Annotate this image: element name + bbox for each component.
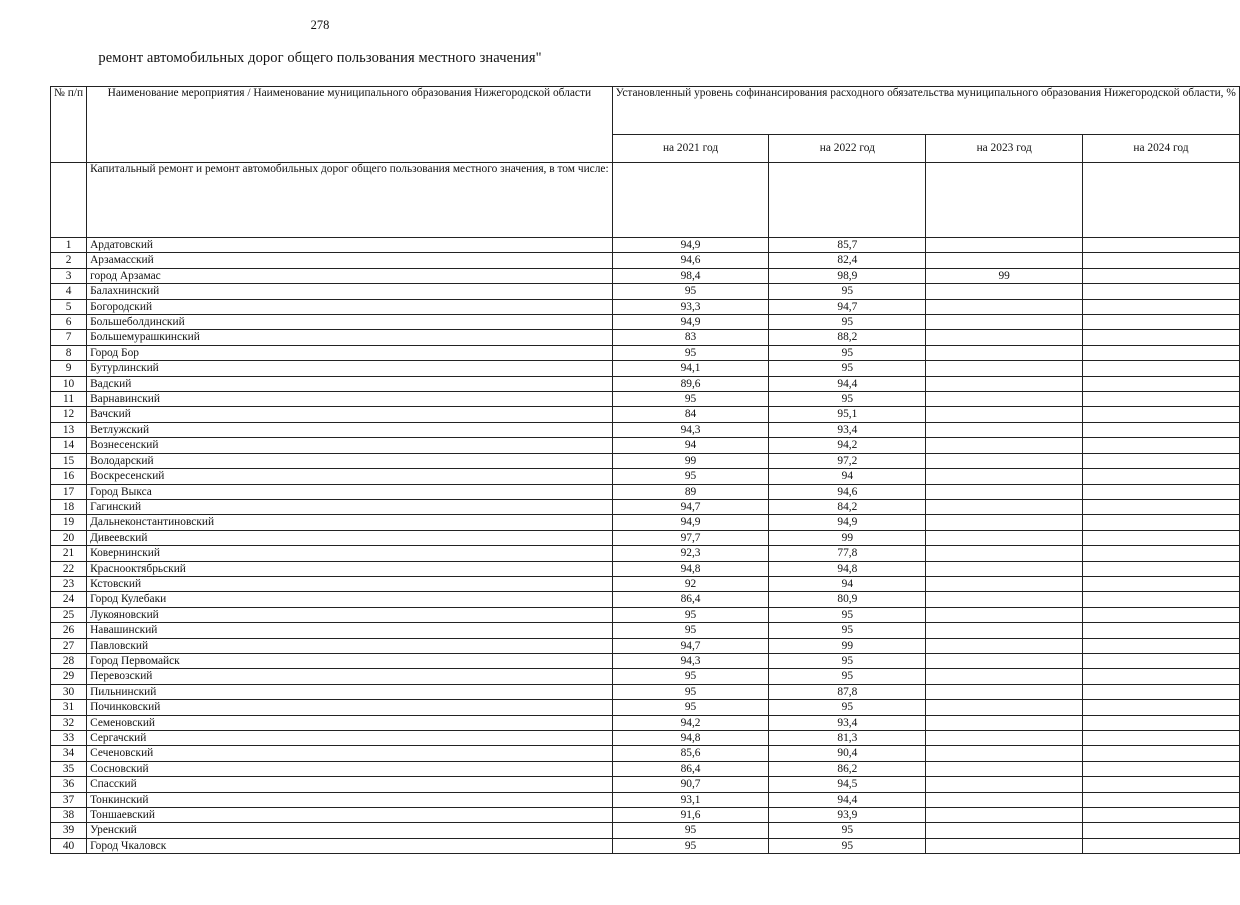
table-row — [51, 499, 1240, 514]
row-value-2023 — [926, 253, 1083, 268]
row-municipality: Город Кулебаки — [87, 592, 613, 607]
row-value-2024 — [1083, 530, 1240, 545]
intro-2021 — [612, 163, 769, 238]
row-value-2024 — [1083, 438, 1240, 453]
row-value-2021: 95 — [612, 669, 769, 684]
row-municipality: Дивеевский — [87, 530, 613, 545]
table-row — [51, 576, 1240, 591]
row-number: 30 — [51, 684, 87, 699]
row-municipality: Город Выкса — [87, 484, 613, 499]
row-value-2023 — [926, 684, 1083, 699]
row-value-2023 — [926, 530, 1083, 545]
row-value-2023 — [926, 392, 1083, 407]
row-value-2022: 94 — [769, 576, 926, 591]
row-number: 35 — [51, 761, 87, 776]
row-value-2021: 94,7 — [612, 638, 769, 653]
row-value-2021: 84 — [612, 407, 769, 422]
row-value-2023: 99 — [926, 268, 1083, 283]
row-value-2023 — [926, 453, 1083, 468]
row-value-2022: 88,2 — [769, 330, 926, 345]
cofinancing-table — [50, 86, 1240, 854]
row-value-2021: 92,3 — [612, 546, 769, 561]
table-row — [51, 469, 1240, 484]
row-value-2024 — [1083, 299, 1240, 314]
row-value-2024 — [1083, 330, 1240, 345]
row-value-2021: 85,6 — [612, 746, 769, 761]
table-row — [51, 515, 1240, 530]
row-number: 6 — [51, 315, 87, 330]
intro-text: Капитальный ремонт и ремонт автомобильных дорог общего пользования местного значения, в том числе: — [87, 163, 613, 238]
row-value-2022: 95 — [769, 361, 926, 376]
row-value-2021: 91,6 — [612, 808, 769, 823]
row-municipality: Вадский — [87, 376, 613, 391]
row-municipality: Кстовский — [87, 576, 613, 591]
table-row — [51, 407, 1240, 422]
row-value-2021: 94,7 — [612, 499, 769, 514]
row-municipality: Тоншаевский — [87, 808, 613, 823]
row-value-2021: 93,3 — [612, 299, 769, 314]
row-value-2022: 94,5 — [769, 777, 926, 792]
row-value-2021: 94,1 — [612, 361, 769, 376]
row-number: 28 — [51, 653, 87, 668]
row-number: 26 — [51, 623, 87, 638]
row-value-2022: 85,7 — [769, 238, 926, 253]
header-year-2022: на 2022 год — [769, 135, 926, 163]
row-value-2021: 94,3 — [612, 422, 769, 437]
row-value-2024 — [1083, 422, 1240, 437]
row-value-2024 — [1083, 623, 1240, 638]
row-value-2022: 95 — [769, 345, 926, 360]
row-municipality: Вачский — [87, 407, 613, 422]
row-value-2024 — [1083, 546, 1240, 561]
row-number: 23 — [51, 576, 87, 591]
row-value-2023 — [926, 838, 1083, 853]
row-value-2022: 84,2 — [769, 499, 926, 514]
row-number: 36 — [51, 777, 87, 792]
row-number: 16 — [51, 469, 87, 484]
row-value-2024 — [1083, 453, 1240, 468]
row-number: 31 — [51, 700, 87, 715]
row-municipality: город Арзамас — [87, 268, 613, 283]
table-row — [51, 700, 1240, 715]
row-value-2021: 99 — [612, 453, 769, 468]
row-number: 14 — [51, 438, 87, 453]
row-value-2023 — [926, 761, 1083, 776]
row-municipality: Тонкинский — [87, 792, 613, 807]
row-number: 7 — [51, 330, 87, 345]
row-value-2022: 87,8 — [769, 684, 926, 699]
row-value-2021: 95 — [612, 684, 769, 699]
row-value-2022: 93,9 — [769, 808, 926, 823]
row-value-2022: 95,1 — [769, 407, 926, 422]
row-value-2023 — [926, 592, 1083, 607]
row-municipality: Пильнинский — [87, 684, 613, 699]
table-row — [51, 530, 1240, 545]
row-municipality: Дальнеконстантиновский — [87, 515, 613, 530]
row-number: 39 — [51, 823, 87, 838]
row-value-2021: 95 — [612, 284, 769, 299]
row-municipality: Вознесенский — [87, 438, 613, 453]
row-value-2021: 95 — [612, 623, 769, 638]
row-number: 1 — [51, 238, 87, 253]
row-municipality: Сергачский — [87, 731, 613, 746]
row-value-2024 — [1083, 469, 1240, 484]
row-number: 27 — [51, 638, 87, 653]
row-value-2022: 94,2 — [769, 438, 926, 453]
row-value-2021: 94,6 — [612, 253, 769, 268]
row-value-2022: 99 — [769, 638, 926, 653]
header-year-2023: на 2023 год — [926, 135, 1083, 163]
row-value-2022: 86,2 — [769, 761, 926, 776]
row-municipality: Володарский — [87, 453, 613, 468]
table-row — [51, 546, 1240, 561]
table-row — [51, 361, 1240, 376]
row-value-2021: 83 — [612, 330, 769, 345]
row-municipality: Ардатовский — [87, 238, 613, 253]
header-name: Наименование мероприятия / Наименование муниципального образования Нижегородской области — [87, 87, 613, 163]
header-cofinancing-level: Установленный уровень софинансирования расходного обязательства муниципального образования Нижегородской области, % — [612, 87, 1239, 135]
row-municipality: Лукояновский — [87, 607, 613, 622]
row-value-2024 — [1083, 238, 1240, 253]
row-value-2023 — [926, 746, 1083, 761]
row-value-2022: 99 — [769, 530, 926, 545]
row-value-2023 — [926, 469, 1083, 484]
table-row — [51, 792, 1240, 807]
row-value-2024 — [1083, 361, 1240, 376]
table-row — [51, 669, 1240, 684]
row-value-2022: 77,8 — [769, 546, 926, 561]
row-number: 12 — [51, 407, 87, 422]
row-number: 34 — [51, 746, 87, 761]
row-value-2023 — [926, 438, 1083, 453]
row-municipality: Краснооктябрьский — [87, 561, 613, 576]
row-value-2023 — [926, 653, 1083, 668]
row-number: 2 — [51, 253, 87, 268]
intro-row — [51, 163, 1240, 238]
row-value-2022: 94,4 — [769, 792, 926, 807]
row-municipality: Варнавинский — [87, 392, 613, 407]
row-value-2022: 94,6 — [769, 484, 926, 499]
row-value-2023 — [926, 407, 1083, 422]
row-value-2023 — [926, 299, 1083, 314]
table-row — [51, 484, 1240, 499]
row-municipality: Ветлужский — [87, 422, 613, 437]
row-municipality: Город Первомайск — [87, 653, 613, 668]
row-value-2021: 89,6 — [612, 376, 769, 391]
row-municipality: Починковский — [87, 700, 613, 715]
table-row — [51, 453, 1240, 468]
row-value-2024 — [1083, 315, 1240, 330]
row-number: 18 — [51, 499, 87, 514]
page-number: 278 — [310, 18, 330, 32]
row-value-2023 — [926, 777, 1083, 792]
row-municipality: Ковернинский — [87, 546, 613, 561]
row-value-2024 — [1083, 484, 1240, 499]
row-municipality: Гагинский — [87, 499, 613, 514]
row-number: 38 — [51, 808, 87, 823]
row-value-2023 — [926, 561, 1083, 576]
row-value-2024 — [1083, 268, 1240, 283]
row-municipality: Перевозский — [87, 669, 613, 684]
row-number: 4 — [51, 284, 87, 299]
row-value-2023 — [926, 546, 1083, 561]
row-value-2024 — [1083, 792, 1240, 807]
row-value-2023 — [926, 515, 1083, 530]
row-value-2022: 94,8 — [769, 561, 926, 576]
table-row — [51, 438, 1240, 453]
row-value-2022: 93,4 — [769, 715, 926, 730]
row-value-2024 — [1083, 638, 1240, 653]
row-value-2022: 95 — [769, 623, 926, 638]
row-municipality: Арзамасский — [87, 253, 613, 268]
row-number: 33 — [51, 731, 87, 746]
row-value-2022: 95 — [769, 823, 926, 838]
header-year-2021: на 2021 год — [612, 135, 769, 163]
table-row — [51, 746, 1240, 761]
row-value-2024 — [1083, 253, 1240, 268]
row-number: 40 — [51, 838, 87, 853]
row-value-2022: 95 — [769, 700, 926, 715]
intro-number — [51, 163, 87, 238]
row-value-2021: 92 — [612, 576, 769, 591]
row-value-2024 — [1083, 561, 1240, 576]
row-number: 22 — [51, 561, 87, 576]
row-value-2022: 95 — [769, 392, 926, 407]
row-value-2021: 89 — [612, 484, 769, 499]
intro-2022 — [769, 163, 926, 238]
row-value-2024 — [1083, 700, 1240, 715]
table-row — [51, 330, 1240, 345]
table-row — [51, 684, 1240, 699]
row-municipality: Балахнинский — [87, 284, 613, 299]
row-value-2023 — [926, 792, 1083, 807]
row-value-2022: 97,2 — [769, 453, 926, 468]
row-value-2022: 80,9 — [769, 592, 926, 607]
row-value-2024 — [1083, 592, 1240, 607]
row-municipality: Богородский — [87, 299, 613, 314]
row-municipality: Бутурлинский — [87, 361, 613, 376]
document-heading: ремонт автомобильных дорог общего пользования местного значения" — [98, 50, 542, 66]
row-value-2024 — [1083, 576, 1240, 591]
row-number: 13 — [51, 422, 87, 437]
header-number: № п/п — [51, 87, 87, 163]
row-value-2023 — [926, 576, 1083, 591]
table-row — [51, 777, 1240, 792]
row-value-2024 — [1083, 715, 1240, 730]
row-value-2021: 93,1 — [612, 792, 769, 807]
row-number: 8 — [51, 345, 87, 360]
table-row — [51, 299, 1240, 314]
table-row — [51, 315, 1240, 330]
row-value-2021: 90,7 — [612, 777, 769, 792]
row-value-2022: 82,4 — [769, 253, 926, 268]
intro-2023 — [926, 163, 1083, 238]
row-number: 20 — [51, 530, 87, 545]
row-municipality: Большемурашкинский — [87, 330, 613, 345]
row-value-2022: 95 — [769, 669, 926, 684]
row-value-2021: 95 — [612, 469, 769, 484]
row-value-2021: 95 — [612, 838, 769, 853]
row-value-2024 — [1083, 746, 1240, 761]
table-row — [51, 392, 1240, 407]
row-value-2024 — [1083, 653, 1240, 668]
table-row — [51, 592, 1240, 607]
row-number: 24 — [51, 592, 87, 607]
row-value-2024 — [1083, 808, 1240, 823]
row-value-2023 — [926, 315, 1083, 330]
table-row — [51, 838, 1240, 853]
row-value-2024 — [1083, 284, 1240, 299]
table-row — [51, 715, 1240, 730]
table-row — [51, 268, 1240, 283]
row-value-2021: 94,8 — [612, 561, 769, 576]
row-value-2023 — [926, 499, 1083, 514]
row-value-2024 — [1083, 392, 1240, 407]
row-municipality: Воскресенский — [87, 469, 613, 484]
row-value-2024 — [1083, 777, 1240, 792]
row-value-2023 — [926, 823, 1083, 838]
row-value-2023 — [926, 731, 1083, 746]
table-row — [51, 653, 1240, 668]
row-value-2021: 86,4 — [612, 592, 769, 607]
row-value-2024 — [1083, 376, 1240, 391]
row-municipality: Сеченовский — [87, 746, 613, 761]
row-municipality: Сосновский — [87, 761, 613, 776]
row-value-2024 — [1083, 407, 1240, 422]
row-value-2022: 98,9 — [769, 268, 926, 283]
table-row — [51, 823, 1240, 838]
row-value-2024 — [1083, 684, 1240, 699]
intro-2024 — [1083, 163, 1240, 238]
row-value-2024 — [1083, 499, 1240, 514]
row-value-2022: 95 — [769, 653, 926, 668]
table-row — [51, 808, 1240, 823]
row-value-2023 — [926, 669, 1083, 684]
row-value-2023 — [926, 361, 1083, 376]
row-number: 10 — [51, 376, 87, 391]
row-number: 5 — [51, 299, 87, 314]
table-row — [51, 238, 1240, 253]
row-value-2023 — [926, 330, 1083, 345]
row-municipality: Большеболдинский — [87, 315, 613, 330]
row-value-2023 — [926, 345, 1083, 360]
row-number: 19 — [51, 515, 87, 530]
row-municipality: Павловский — [87, 638, 613, 653]
row-value-2021: 86,4 — [612, 761, 769, 776]
table-row — [51, 623, 1240, 638]
row-value-2021: 95 — [612, 700, 769, 715]
row-value-2023 — [926, 484, 1083, 499]
row-value-2021: 95 — [612, 607, 769, 622]
row-value-2022: 95 — [769, 315, 926, 330]
row-value-2022: 95 — [769, 607, 926, 622]
row-value-2021: 94,8 — [612, 731, 769, 746]
row-number: 3 — [51, 268, 87, 283]
row-value-2023 — [926, 808, 1083, 823]
table-row — [51, 284, 1240, 299]
row-value-2021: 97,7 — [612, 530, 769, 545]
row-value-2023 — [926, 623, 1083, 638]
row-value-2021: 94,9 — [612, 515, 769, 530]
row-municipality: Навашинский — [87, 623, 613, 638]
row-value-2023 — [926, 238, 1083, 253]
row-number: 9 — [51, 361, 87, 376]
row-value-2024 — [1083, 731, 1240, 746]
row-number: 15 — [51, 453, 87, 468]
table-row — [51, 638, 1240, 653]
row-value-2021: 95 — [612, 392, 769, 407]
row-value-2022: 95 — [769, 284, 926, 299]
row-municipality: Спасский — [87, 777, 613, 792]
row-number: 21 — [51, 546, 87, 561]
row-value-2022: 93,4 — [769, 422, 926, 437]
row-value-2022: 94,9 — [769, 515, 926, 530]
row-number: 17 — [51, 484, 87, 499]
row-value-2024 — [1083, 345, 1240, 360]
row-value-2023 — [926, 422, 1083, 437]
table-row — [51, 761, 1240, 776]
row-municipality: Город Бор — [87, 345, 613, 360]
row-number: 25 — [51, 607, 87, 622]
header-row — [51, 87, 1240, 135]
row-value-2023 — [926, 715, 1083, 730]
row-number: 37 — [51, 792, 87, 807]
row-value-2024 — [1083, 515, 1240, 530]
row-value-2021: 94,3 — [612, 653, 769, 668]
row-municipality: Город Чкаловск — [87, 838, 613, 853]
row-value-2022: 95 — [769, 838, 926, 853]
header-year-2024: на 2024 год — [1083, 135, 1240, 163]
row-value-2024 — [1083, 823, 1240, 838]
row-value-2022: 90,4 — [769, 746, 926, 761]
row-value-2021: 98,4 — [612, 268, 769, 283]
table-body — [51, 87, 1240, 854]
row-value-2023 — [926, 376, 1083, 391]
table-row — [51, 561, 1240, 576]
row-value-2024 — [1083, 669, 1240, 684]
row-municipality: Семеновский — [87, 715, 613, 730]
table-row — [51, 345, 1240, 360]
row-value-2021: 95 — [612, 345, 769, 360]
row-value-2024 — [1083, 607, 1240, 622]
row-number: 29 — [51, 669, 87, 684]
table-row — [51, 607, 1240, 622]
row-value-2023 — [926, 638, 1083, 653]
table-row — [51, 253, 1240, 268]
row-value-2021: 94,9 — [612, 238, 769, 253]
row-number: 11 — [51, 392, 87, 407]
row-value-2024 — [1083, 838, 1240, 853]
row-value-2023 — [926, 700, 1083, 715]
row-value-2023 — [926, 284, 1083, 299]
row-value-2022: 94 — [769, 469, 926, 484]
row-value-2023 — [926, 607, 1083, 622]
row-value-2021: 94,2 — [612, 715, 769, 730]
row-value-2022: 94,7 — [769, 299, 926, 314]
row-value-2022: 94,4 — [769, 376, 926, 391]
row-value-2021: 95 — [612, 823, 769, 838]
row-number: 32 — [51, 715, 87, 730]
table-row — [51, 376, 1240, 391]
row-municipality: Уренский — [87, 823, 613, 838]
row-value-2021: 94,9 — [612, 315, 769, 330]
table-row — [51, 422, 1240, 437]
table-row — [51, 731, 1240, 746]
row-value-2021: 94 — [612, 438, 769, 453]
row-value-2022: 81,3 — [769, 731, 926, 746]
row-value-2024 — [1083, 761, 1240, 776]
